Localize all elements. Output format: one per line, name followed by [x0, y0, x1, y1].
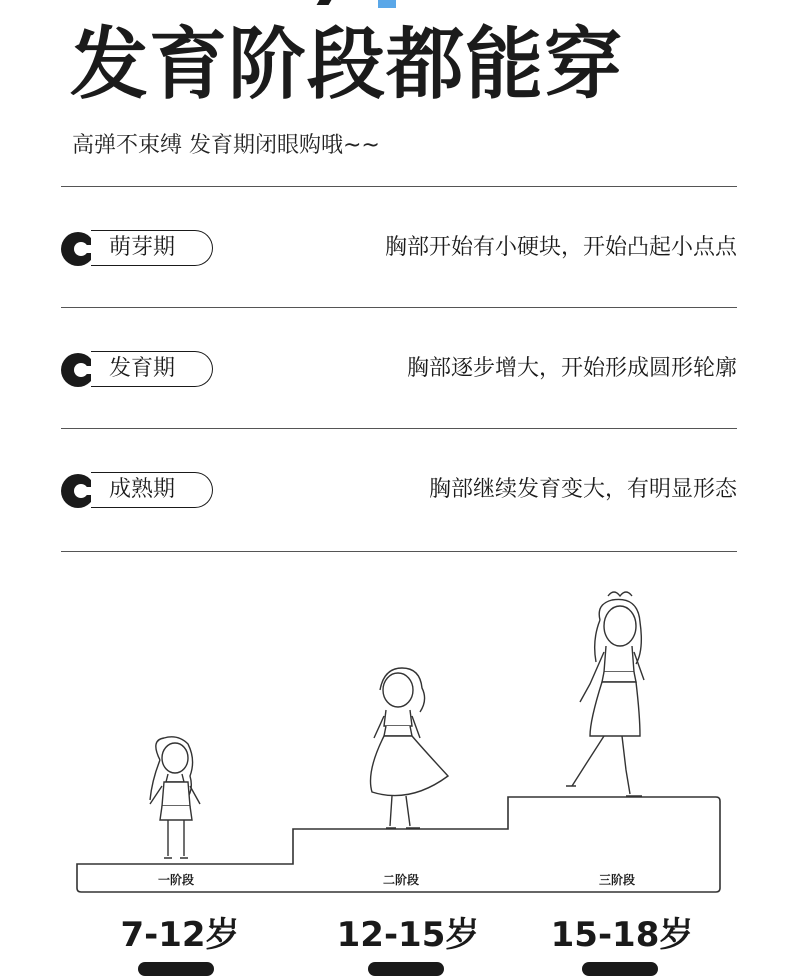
divider	[61, 428, 737, 429]
stage-description: 胸部逐步增大，开始形成圆形轮廓	[406, 356, 737, 381]
page-subtitle: 高弹不束缚 发育期闭眼购哦~~	[72, 133, 380, 158]
stage-row	[61, 230, 737, 270]
top-fragment-mark	[317, 0, 332, 5]
stage-name-pill: 萌芽期	[91, 230, 213, 266]
girl-illustration	[566, 592, 644, 796]
stage-description: 胸部继续发育变大，有明显形态	[428, 477, 737, 502]
stage-tag	[582, 962, 658, 976]
age-range: 15-18岁	[550, 915, 694, 955]
stage-description: 胸部开始有小硬块，开始凸起小点点	[384, 235, 737, 260]
page-title: 发育阶段都能穿	[70, 20, 624, 110]
girl-illustration	[150, 737, 200, 858]
age-range: 7-12岁	[120, 915, 240, 955]
top-accent-fragment	[378, 0, 396, 8]
stage-name-pill: 成熟期	[91, 472, 213, 508]
c-badge-icon	[61, 232, 95, 266]
stage-row	[61, 351, 737, 391]
divider	[61, 551, 737, 552]
stage-tag	[368, 962, 444, 976]
age-range: 12-15岁	[336, 915, 480, 955]
growth-steps-illustration	[0, 560, 790, 900]
stage-name-pill: 发育期	[91, 351, 213, 387]
step-label: 二阶段	[382, 873, 420, 887]
c-badge-icon	[61, 353, 95, 387]
divider	[61, 307, 737, 308]
stage-tag	[138, 962, 214, 976]
c-badge-icon	[61, 474, 95, 508]
divider	[61, 186, 737, 187]
girl-illustration	[371, 668, 449, 828]
stage-row	[61, 472, 737, 512]
step-label: 一阶段	[157, 873, 195, 887]
step-label: 三阶段	[598, 873, 636, 887]
